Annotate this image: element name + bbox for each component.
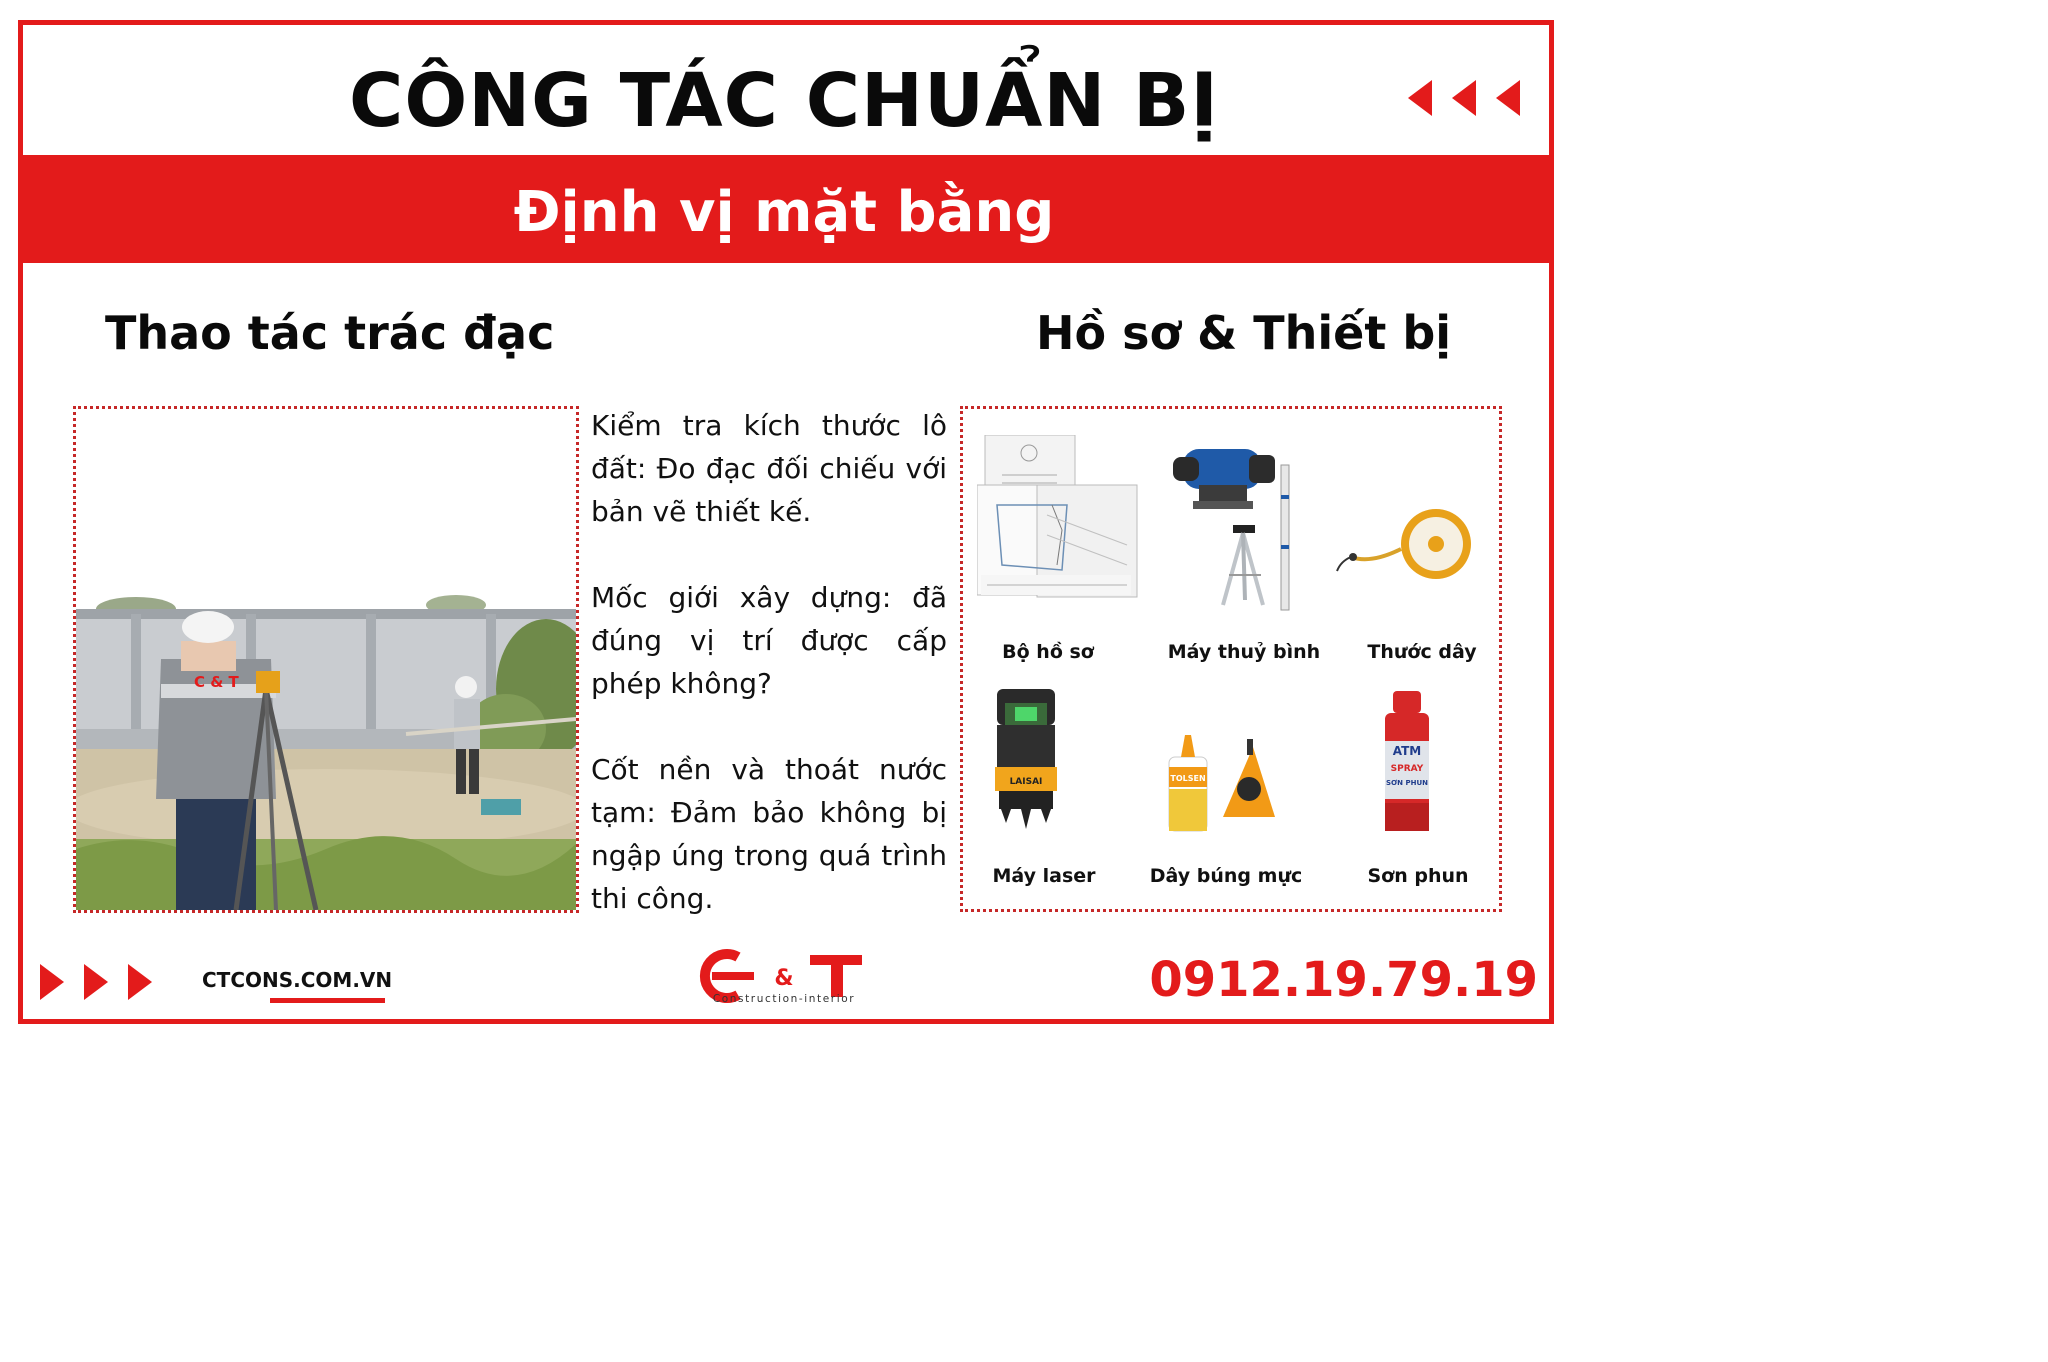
- laser-level-icon: [991, 689, 1061, 839]
- description-text: [591, 404, 947, 920]
- spray-brand-text: ATM: [1392, 744, 1422, 758]
- survey-photo: [73, 406, 579, 913]
- laser-brand-text: LAISAI: [1009, 777, 1043, 787]
- tape-measure-icon: [1331, 509, 1481, 599]
- equipment-heading: Hồ sơ & Thiết bị: [1036, 306, 1452, 360]
- spray-type-text: SƠN PHUN: [1386, 779, 1428, 787]
- svg-text:&: &: [774, 966, 794, 991]
- left-arrows-icon: [1406, 78, 1526, 118]
- section-subtitle: Định vị mặt bằng: [513, 180, 1055, 245]
- description-paragraph: Cốt nền và thoát nước tạm: Đảm bảo không bị ngập úng trong quá trình thi công.: [591, 753, 947, 915]
- auto-level-icon: [1163, 435, 1303, 615]
- survey-scene-illustration: [76, 409, 576, 910]
- chalk-line-icon: [1163, 727, 1283, 837]
- spray-paint-icon: [1381, 691, 1433, 836]
- survey-heading: Thao tác trác đạc: [105, 306, 555, 360]
- chalk-bottle-text: TOLSEN: [1170, 774, 1206, 783]
- website-underline: [270, 998, 385, 1003]
- vest-logo-text: C & T: [194, 673, 239, 691]
- equipment-label: Sơn phun: [1367, 865, 1469, 887]
- website-link[interactable]: CTCONS.COM.VN: [202, 968, 393, 992]
- equipment-label: Bộ hồ sơ: [1002, 641, 1094, 663]
- equipment-label: Thước dây: [1367, 641, 1477, 663]
- logo-tagline: Construction-interior: [712, 993, 856, 1005]
- phone-number[interactable]: 0912.19.79.19: [1149, 952, 1538, 1008]
- equipment-label: Dây búng mực: [1149, 865, 1303, 887]
- spray-label-text: SPRAY: [1390, 764, 1424, 774]
- right-arrows-icon: [38, 962, 158, 1002]
- equipment-label: Máy thuỷ bình: [1167, 641, 1321, 663]
- description-paragraph: Kiểm tra kích thước lô đất: Đo đạc đối chiếu với bản vẽ thiết kế.: [591, 409, 947, 528]
- description-paragraph: Mốc giới xây dựng: đã đúng vị trí được cấp phép không?: [591, 581, 947, 700]
- document-set-icon: [977, 435, 1139, 600]
- page-title: CÔNG TÁC CHUẨN BỊ: [349, 58, 1219, 144]
- equipment-panel: [960, 406, 1502, 912]
- equipment-label: Máy laser: [992, 865, 1096, 887]
